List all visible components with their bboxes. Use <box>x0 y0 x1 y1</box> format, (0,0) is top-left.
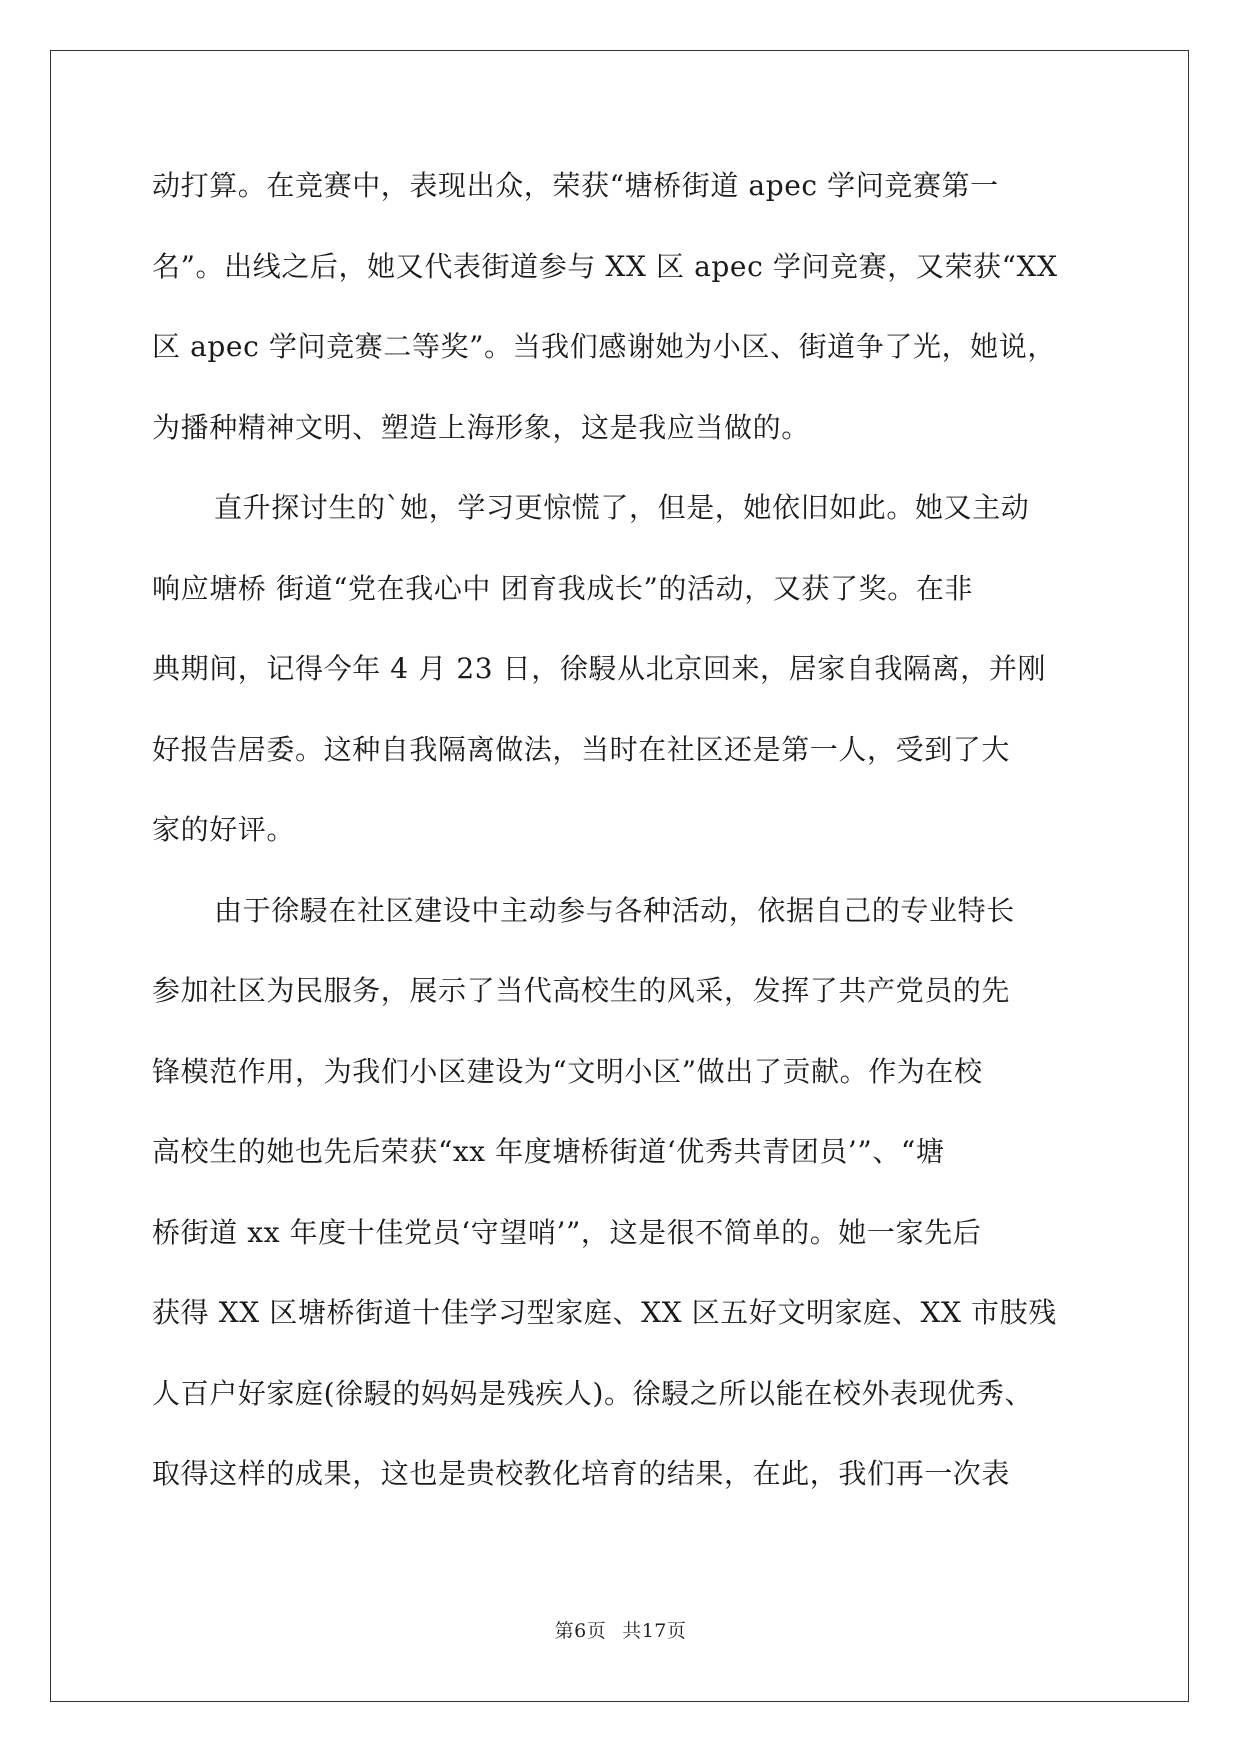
page-footer <box>0 1616 1241 1643</box>
text-line-6: 响应塘桥 街道“党在我心中 团育我成长”的活动，又获了奖。在非 <box>152 571 974 605</box>
text-line-17: 取得这样的成果，这也是贵校教化培育的结果，在此，我们再一次表 <box>152 1457 1011 1490</box>
total-pages: 共17页 <box>622 1620 687 1642</box>
text-line-14: 桥街道 xx 年度十佳党员‘守望哨’”，这是很不简单的。她一家先后 <box>152 1215 982 1249</box>
text-line-4: 为播种精神文明、塑造上海形象，这是我应当做的。 <box>152 410 810 444</box>
document-body <box>152 156 1092 1525</box>
text-line-11: 参加社区为民服务，展示了当代高校生的风采，发挥了共产党员的先 <box>152 974 1011 1007</box>
text-line-8: 好报告居委。这种自我隔离做法，当时在社区还是第一人，受到了大 <box>152 732 1011 766</box>
text-line-15: 获得 XX 区塘桥街道十佳学习型家庭、XX 区五好文明家庭、XX 市肢残 <box>152 1296 1057 1329</box>
text-line-10: 由于徐駸在社区建设中主动参与各种活动，依据自己的专业特长 <box>214 893 1015 927</box>
text-line-5: 直升探讨生的`她，学习更惊慌了，但是，她依旧如此。她又主动 <box>214 491 1030 524</box>
text-line-3: 区 apec 学问竞赛二等奖”。当我们感谢她为小区、街道争了光，她说， <box>152 330 1056 363</box>
text-line-2: 名”。出线之后，她又代表街道参与 XX 区 apec 学问竞赛，又荣获“XX <box>152 249 1058 283</box>
text-line-12: 锋模范作用，为我们小区建设为“文明小区”做出了贡献。作为在校 <box>152 1054 983 1088</box>
page-number: 第6页 <box>554 1620 607 1642</box>
text-line-13: 高校生的她也先后荣获“xx 年度塘桥街道‘优秀共青团员’”、“塘 <box>152 1135 945 1168</box>
text-line-16: 人百户好家庭(徐駸的妈妈是残疾人)。徐駸之所以能在校外表现优秀、 <box>152 1376 1034 1410</box>
text-line-7: 典期间，记得今年 4 月 23 日，徐駸从北京回来，居家自我隔离，并刚 <box>152 652 1047 685</box>
text-line-9: 家的好评。 <box>152 813 296 846</box>
text-line-1: 动打算。在竞赛中，表现出众，荣获“塘桥街道 apec 学问竞赛第一 <box>152 169 999 202</box>
